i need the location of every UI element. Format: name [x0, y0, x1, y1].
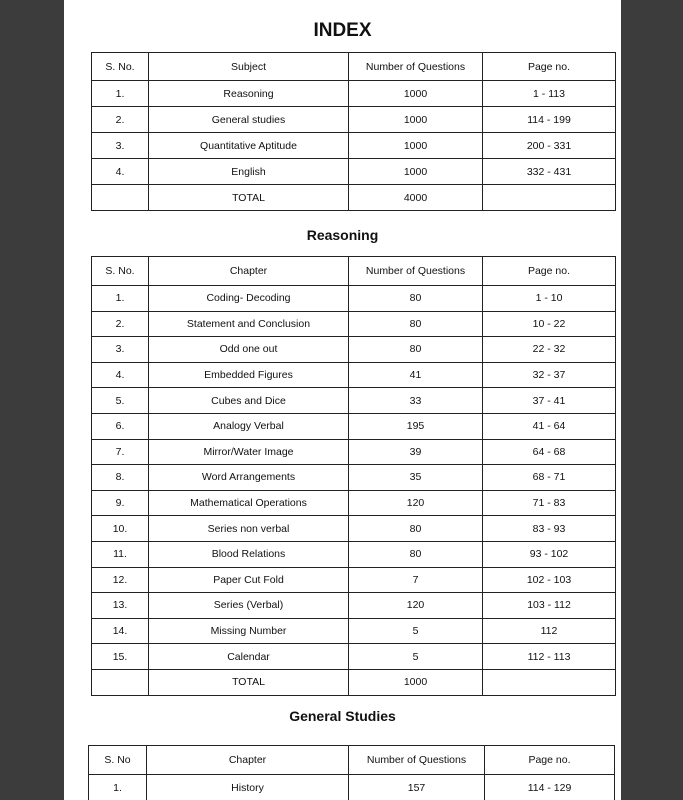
- cell-serial-number: 3.: [92, 337, 149, 363]
- cell-page-range: 64 - 68: [483, 439, 616, 465]
- cell-name: Mathematical Operations: [149, 490, 349, 516]
- table-row: [92, 133, 616, 159]
- table-row: [92, 465, 616, 491]
- cell-name: Quantitative Aptitude: [149, 133, 349, 159]
- cell-question-count: 33: [349, 388, 483, 414]
- cell-question-count: 5: [349, 644, 483, 670]
- cell-name: Paper Cut Fold: [149, 567, 349, 593]
- cell-name: Coding- Decoding: [149, 286, 349, 312]
- cell-question-count: 1000: [349, 107, 483, 133]
- table-header-row: [92, 257, 616, 286]
- general-studies-table: [88, 745, 615, 800]
- table-row: [92, 439, 616, 465]
- cell-serial-number: 1.: [92, 81, 149, 107]
- cell-page-range: [483, 185, 616, 211]
- cell-question-count: 35: [349, 465, 483, 491]
- column-header-page-range: Page no.: [485, 746, 615, 775]
- cell-page-range: 68 - 71: [483, 465, 616, 491]
- column-header-serial-number: S. No.: [92, 53, 149, 81]
- column-header-serial-number: S. No: [89, 746, 147, 775]
- cell-name: History: [147, 775, 349, 800]
- cell-serial-number: 2.: [92, 311, 149, 337]
- cell-question-count: 195: [349, 413, 483, 439]
- table-row: [92, 81, 616, 107]
- cell-page-range: 112: [483, 618, 616, 644]
- column-header-page-range: Page no.: [483, 53, 616, 81]
- cell-serial-number: 3.: [92, 133, 149, 159]
- cell-page-range: 112 - 113: [483, 644, 616, 670]
- cell-name: Word Arrangements: [149, 465, 349, 491]
- cell-serial-number: [92, 669, 149, 695]
- cell-page-range: 41 - 64: [483, 413, 616, 439]
- cell-question-count: 1000: [349, 133, 483, 159]
- cell-question-count: 1000: [349, 669, 483, 695]
- cell-page-range: 114 - 199: [483, 107, 616, 133]
- cell-name: Statement and Conclusion: [149, 311, 349, 337]
- cell-name: Series (Verbal): [149, 593, 349, 619]
- cell-name: Mirror/Water Image: [149, 439, 349, 465]
- cell-name: English: [149, 159, 349, 185]
- table-row: [92, 337, 616, 363]
- column-header-name: Chapter: [147, 746, 349, 775]
- cell-serial-number: 1.: [89, 775, 147, 800]
- cell-page-range: 103 - 112: [483, 593, 616, 619]
- table-row: [92, 644, 616, 670]
- cell-name: Reasoning: [149, 81, 349, 107]
- cell-page-range: 32 - 37: [483, 362, 616, 388]
- cell-page-range: 83 - 93: [483, 516, 616, 542]
- cell-name: Calendar: [149, 644, 349, 670]
- column-header-question-count: Number of Questions: [349, 746, 485, 775]
- cell-question-count: 7: [349, 567, 483, 593]
- cell-page-range: 1 - 113: [483, 81, 616, 107]
- column-header-page-range: Page no.: [483, 257, 616, 286]
- table-row: [92, 669, 616, 695]
- cell-serial-number: [92, 185, 149, 211]
- cell-question-count: 80: [349, 311, 483, 337]
- cell-serial-number: 10.: [92, 516, 149, 542]
- cell-page-range: 71 - 83: [483, 490, 616, 516]
- table-row: [92, 362, 616, 388]
- cell-serial-number: 6.: [92, 413, 149, 439]
- viewer-background-right: [621, 0, 683, 800]
- cell-serial-number: 12.: [92, 567, 149, 593]
- table-row: [92, 159, 616, 185]
- cell-page-range: 1 - 10: [483, 286, 616, 312]
- cell-page-range: 114 - 129: [485, 775, 615, 800]
- table-header-row: [92, 53, 616, 81]
- cell-question-count: 41: [349, 362, 483, 388]
- table-row: [92, 490, 616, 516]
- cell-page-range: 22 - 32: [483, 337, 616, 363]
- cell-serial-number: 9.: [92, 490, 149, 516]
- cell-question-count: 80: [349, 541, 483, 567]
- column-header-question-count: Number of Questions: [349, 257, 483, 286]
- table-row: [92, 311, 616, 337]
- cell-question-count: 157: [349, 775, 485, 800]
- cell-question-count: 120: [349, 593, 483, 619]
- cell-name: Series non verbal: [149, 516, 349, 542]
- table-row: [92, 388, 616, 414]
- cell-question-count: 4000: [349, 185, 483, 211]
- cell-question-count: 1000: [349, 81, 483, 107]
- cell-question-count: 80: [349, 286, 483, 312]
- table-row: [92, 618, 616, 644]
- cell-serial-number: 15.: [92, 644, 149, 670]
- cell-name: Missing Number: [149, 618, 349, 644]
- index-table: [91, 52, 616, 211]
- column-header-name: Subject: [149, 53, 349, 81]
- cell-name: TOTAL: [149, 185, 349, 211]
- cell-question-count: 80: [349, 337, 483, 363]
- cell-name: TOTAL: [149, 669, 349, 695]
- cell-serial-number: 5.: [92, 388, 149, 414]
- table-row: [92, 185, 616, 211]
- cell-name: Embedded Figures: [149, 362, 349, 388]
- cell-page-range: [483, 669, 616, 695]
- cell-page-range: 102 - 103: [483, 567, 616, 593]
- cell-serial-number: 13.: [92, 593, 149, 619]
- table-row: [92, 593, 616, 619]
- table-row: [92, 516, 616, 542]
- reasoning-title: Reasoning: [306, 227, 379, 243]
- cell-page-range: 93 - 102: [483, 541, 616, 567]
- cell-page-range: 10 - 22: [483, 311, 616, 337]
- cell-question-count: 120: [349, 490, 483, 516]
- table-row: [92, 541, 616, 567]
- cell-page-range: 37 - 41: [483, 388, 616, 414]
- cell-name: General studies: [149, 107, 349, 133]
- table-row: [92, 567, 616, 593]
- cell-serial-number: 1.: [92, 286, 149, 312]
- document-page: [64, 0, 621, 800]
- cell-serial-number: 4.: [92, 159, 149, 185]
- cell-serial-number: 14.: [92, 618, 149, 644]
- column-header-serial-number: S. No.: [92, 257, 149, 286]
- cell-serial-number: 8.: [92, 465, 149, 491]
- table-row: [92, 107, 616, 133]
- cell-serial-number: 2.: [92, 107, 149, 133]
- table-header-row: [89, 746, 615, 775]
- cell-page-range: 332 - 431: [483, 159, 616, 185]
- cell-question-count: 80: [349, 516, 483, 542]
- cell-name: Analogy Verbal: [149, 413, 349, 439]
- column-header-name: Chapter: [149, 257, 349, 286]
- column-header-question-count: Number of Questions: [349, 53, 483, 81]
- cell-name: Blood Relations: [149, 541, 349, 567]
- cell-question-count: 5: [349, 618, 483, 644]
- table-row: [92, 286, 616, 312]
- general-studies-title: General Studies: [289, 708, 396, 724]
- cell-serial-number: 7.: [92, 439, 149, 465]
- cell-question-count: 39: [349, 439, 483, 465]
- cell-name: Cubes and Dice: [149, 388, 349, 414]
- table-row: [92, 413, 616, 439]
- cell-page-range: 200 - 331: [483, 133, 616, 159]
- index-title: INDEX: [313, 20, 372, 41]
- table-row: [89, 775, 615, 800]
- cell-serial-number: 11.: [92, 541, 149, 567]
- reasoning-table: [91, 256, 616, 696]
- cell-question-count: 1000: [349, 159, 483, 185]
- cell-serial-number: 4.: [92, 362, 149, 388]
- viewer-background-left: [0, 0, 64, 800]
- cell-name: Odd one out: [149, 337, 349, 363]
